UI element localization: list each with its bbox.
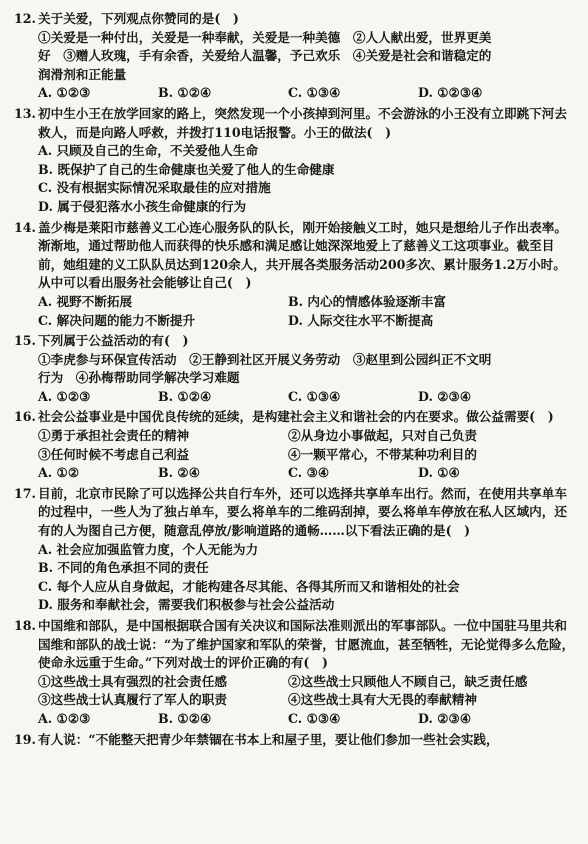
option-d[interactable]: D. 服务和奉献社会，需要我们积极参与社会公益活动 — [38, 597, 335, 613]
question-18 — [14, 617, 578, 729]
statement-list — [14, 351, 578, 388]
option-b[interactable]: B. ②④ — [158, 465, 200, 481]
statement-item: ④一颗平常心，不带某种功利目的 — [288, 446, 477, 462]
answer-options — [14, 464, 578, 483]
option-a[interactable]: A. 社会应加强监管力度，个人无能为力 — [38, 541, 259, 557]
question-stem: 下列属于公益活动的有( ) — [38, 333, 189, 349]
question-stem: 关于关爱，下列观点你赞同的是( ) — [38, 11, 239, 26]
question-stem: 初中生小王在放学回家的路上，突然发现一个小孩掉到河里。不会游泳的小王没有立即跳下河去救人，而是向路人呼救，并拨打110电话报警。小王的做法( ) — [38, 105, 567, 140]
question-stem: 盖少梅是莱阳市慈善义工心连心服务队的队长，刚开始接触义工时，她只是想给儿子作出表率。渐渐地，通过帮助他人而获得的快乐感和满足感让她深深地爱上了慈善义工这项事业。截至目前，她组建的义工队队员达到120余人，共开展各类服务活动200多次、累计服务1.2万小时。从中可以看出服务社会能够让自己( ) — [38, 219, 567, 291]
option-b[interactable]: B. ①②④ — [158, 85, 212, 101]
option-d[interactable]: D. ①②③④ — [418, 85, 483, 101]
option-c[interactable]: C. ①③④ — [288, 85, 341, 101]
statement-item: ③任何时候不考虑自己利益 — [38, 446, 190, 462]
question-stem: 中国维和部队，是中国根据联合国有关决议和国际法准则派出的军事部队。一位中国驻马里共和国维和部队的战士说：“为了维护国家和军队的荣誉，甘愿流血，甚至牺牲，无论觉得多么危险，使命永远重于生命。”下列对战士的评价正确的有( ) — [38, 618, 575, 671]
statement-item: ④这些战士具有大无畏的奉献精神 — [288, 692, 477, 708]
option-c[interactable]: C. ①③④ — [288, 710, 341, 726]
question-stem: 目前，北京市民除了可以选择公共自行车外，还可以选择共享单车出行。然而，在使用共享单车的过程中，一些人为了独占单车，要么将单车的二维码刮掉，要么将单车停放在私人区域内，还有的人为图自己方便，随意乱停放/影响道路的通畅……以下看法正确的是( ) — [38, 485, 567, 539]
statement-item: ①这些战士具有强烈的社会责任感 — [38, 673, 227, 689]
option-a[interactable]: A. ①②③ — [38, 388, 91, 404]
question-number: 14. — [14, 219, 36, 235]
option-b[interactable]: B. 内心的情感体验逐渐丰富 — [288, 293, 446, 309]
question-19 — [14, 731, 578, 750]
answer-options — [14, 84, 578, 103]
question-12 — [14, 10, 578, 103]
option-c[interactable]: C. 解决问题的能力不断提升 — [38, 312, 196, 328]
answer-options — [14, 293, 578, 330]
question-number: 13. — [14, 105, 36, 121]
answer-options — [14, 388, 578, 407]
statement-line: ①关爱是一种付出，关爱是一种奉献，关爱是一种美德 ②人人献出爱，世界更美 — [38, 29, 492, 45]
statement-item: ③这些战士认真履行了军人的职责 — [38, 692, 227, 708]
option-d[interactable]: D. ②③④ — [418, 710, 472, 726]
question-number: 17. — [14, 485, 36, 501]
statement-item: ②这些战士只顾他人不顾自己，缺乏责任感 — [288, 673, 528, 689]
question-number: 15. — [14, 333, 36, 349]
statement-line: 好 ③赠人玫瑰，手有余香，关爱给人温馨，予己欢乐 ④关爱是社会和谐稳定的 — [38, 48, 492, 64]
option-a[interactable]: A. 只顾及自己的生命，不关爱他人生命 — [38, 143, 259, 159]
question-16 — [14, 408, 578, 482]
question-13 — [14, 105, 578, 217]
question-number: 19. — [14, 731, 36, 747]
question-17 — [14, 485, 578, 615]
statement-list — [14, 29, 578, 85]
answer-options — [14, 541, 578, 615]
question-15 — [14, 332, 578, 406]
answer-options — [14, 710, 578, 729]
option-d[interactable]: D. ②③④ — [418, 388, 472, 404]
option-b[interactable]: B. 既保护了自己的生命健康也关爱了他人的生命健康 — [38, 161, 335, 177]
option-b[interactable]: B. ①②④ — [158, 388, 212, 404]
statement-line: 行为 ④孙梅帮助同学解决学习难题 — [38, 370, 240, 386]
option-c[interactable]: C. 每个人应从自身做起，才能构建各尽其能、各得其所而又和谐相处的社会 — [38, 578, 460, 594]
option-b[interactable]: B. 不同的角色承担不同的责任 — [38, 560, 209, 576]
statement-item: ①勇于承担社会责任的精神 — [38, 428, 190, 444]
option-d[interactable]: D. ①④ — [418, 465, 460, 481]
option-c[interactable]: C. ③④ — [288, 465, 330, 481]
option-c[interactable]: C. ①③④ — [288, 388, 341, 404]
option-a[interactable]: A. 视野不断拓展 — [38, 293, 133, 309]
question-stem: 有人说：“不能整天把青少年禁锢在书本上和屋子里，要让他们参加一些社会实践， — [38, 731, 499, 747]
answer-options — [14, 142, 578, 216]
question-14 — [14, 219, 578, 331]
option-a[interactable]: A. ①②③ — [38, 85, 91, 101]
option-d[interactable]: D. 属于侵犯落水小孩生命健康的行为 — [38, 198, 247, 214]
question-number: 16. — [14, 409, 36, 425]
question-stem: 社会公益事业是中国优良传统的延续，是构建社会主义和谐社会的内在要求。做公益需要( ) — [38, 409, 554, 425]
statement-line: ①李虎参与环保宣传活动 ②王静到社区开展义务劳动 ③赵里到公园纠正不文明 — [38, 351, 492, 367]
question-number: 12. — [14, 11, 36, 26]
option-d[interactable]: D. 人际交往水平不断提高 — [288, 312, 434, 328]
statement-list — [14, 427, 578, 464]
statement-line: 润滑剂和正能量 — [38, 66, 127, 82]
option-c[interactable]: C. 没有根据实际情况采取最佳的应对措施 — [38, 180, 271, 196]
statement-item: ②从身边小事做起，只对自己负责 — [288, 428, 477, 444]
statement-list — [14, 673, 578, 710]
question-number: 18. — [14, 618, 36, 633]
option-a[interactable]: A. ①② — [38, 465, 80, 481]
option-b[interactable]: B. ①②④ — [158, 710, 212, 726]
option-a[interactable]: A. ①②③ — [38, 710, 91, 726]
